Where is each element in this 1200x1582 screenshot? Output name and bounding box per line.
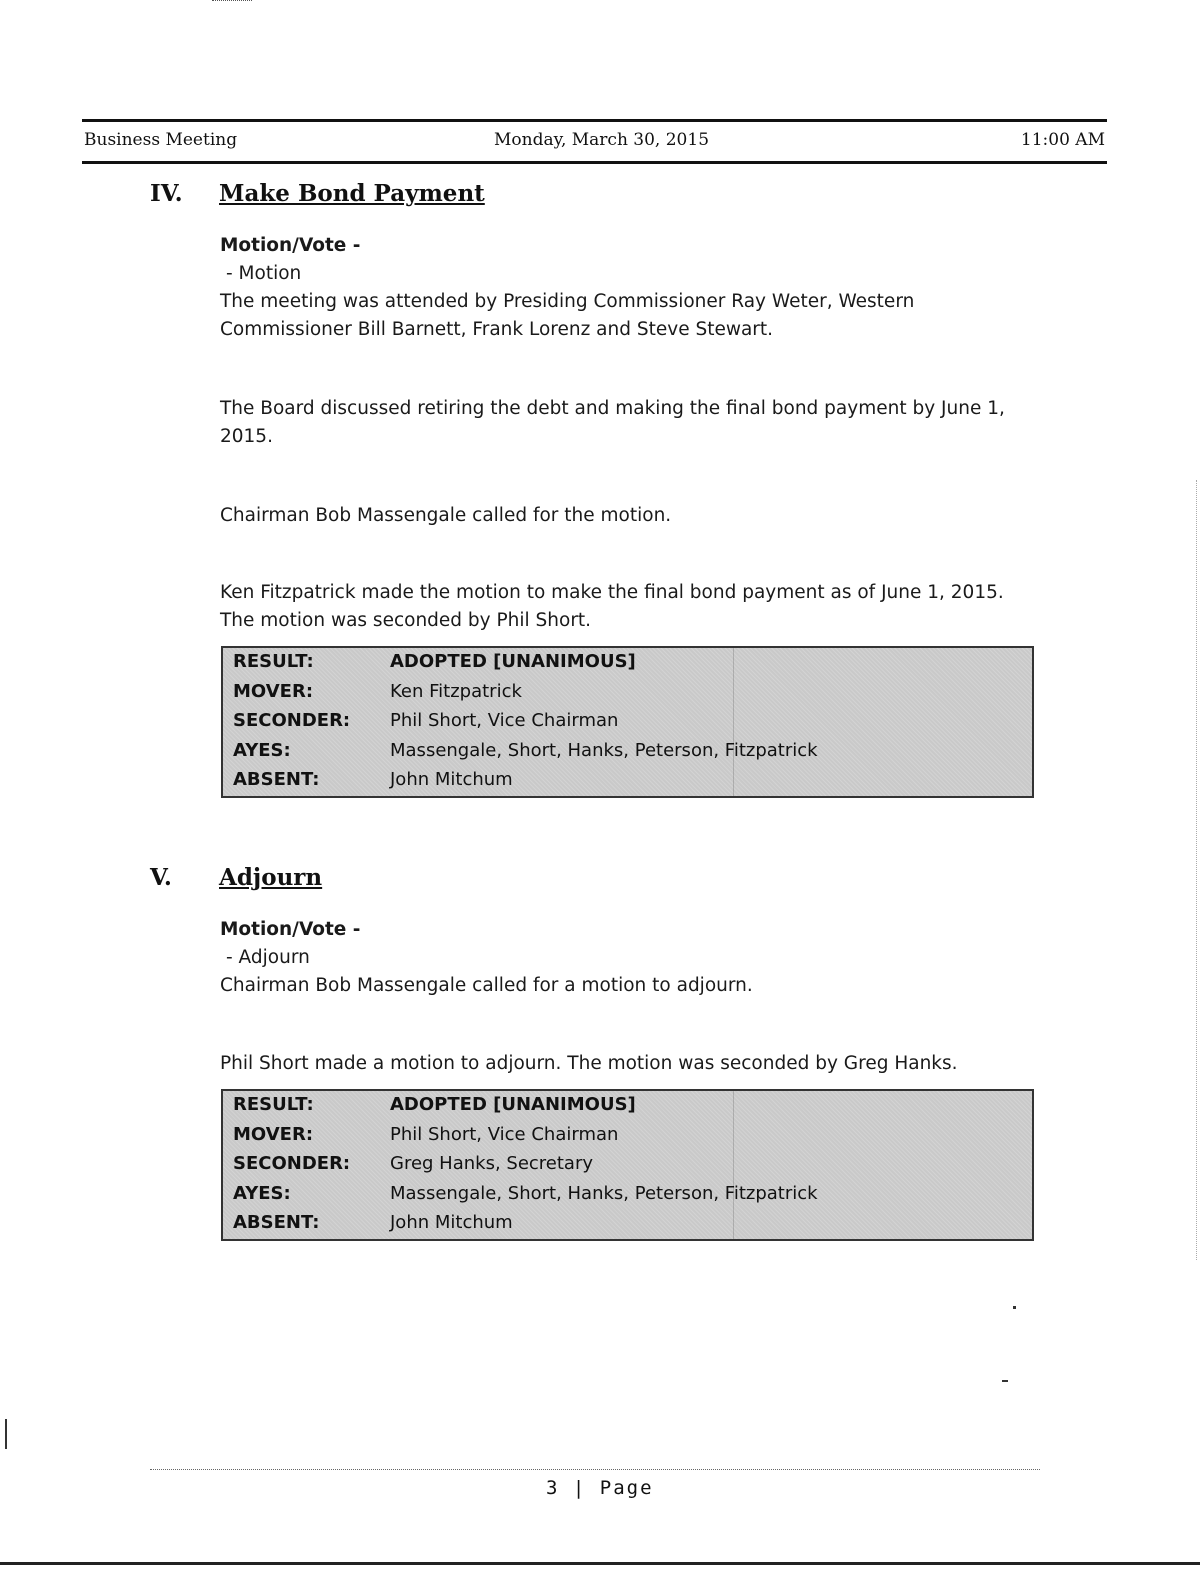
section-number: IV.: [150, 180, 183, 207]
vote-label: RESULT:: [233, 1094, 314, 1115]
scan-speck: [1002, 1380, 1008, 1382]
paragraph-line: The Board discussed retiring the debt and making the final bond payment by June 1,: [220, 398, 1005, 419]
header-rule-top: [82, 119, 1107, 122]
vote-label: SECONDER:: [233, 710, 351, 731]
vote-row-seconder: [223, 707, 1032, 737]
vote-label: ABSENT:: [233, 769, 320, 790]
vote-value: Greg Hanks, Secretary: [390, 1153, 594, 1174]
margin-mark: [5, 1419, 7, 1449]
paragraph-line: The motion was seconded by Phil Short.: [220, 610, 592, 631]
vote-result-table: [221, 1089, 1034, 1241]
vote-value: ADOPTED [UNANIMOUS]: [390, 1094, 636, 1115]
section-title: Adjourn: [219, 864, 323, 891]
vote-row-seconder: [223, 1150, 1032, 1180]
vote-value: John Mitchum: [390, 1212, 513, 1233]
vote-row-absent: [223, 1209, 1032, 1239]
vote-value: Ken Fitzpatrick: [390, 680, 522, 702]
vote-label: MOVER:: [233, 680, 314, 702]
vote-label: AYES:: [233, 1182, 291, 1204]
vote-value: Phil Short, Vice Chairman: [390, 710, 619, 731]
paragraph-line: Chairman Bob Massengale called for the motion.: [220, 505, 672, 526]
header-time: 11:00 AM: [1020, 130, 1105, 150]
vote-value: Phil Short, Vice Chairman: [390, 1123, 619, 1145]
section-title: Make Bond Payment: [219, 180, 485, 207]
paragraph-line: Phil Short made a motion to adjourn. The motion was seconded by Greg Hanks.: [220, 1053, 958, 1074]
vote-value: ADOPTED [UNANIMOUS]: [390, 651, 636, 672]
footer-rule: [150, 1469, 1040, 1470]
vote-label: RESULT:: [233, 651, 314, 672]
paragraph-line: Commissioner Bill Barnett, Frank Lorenz and Steve Stewart.: [220, 319, 774, 340]
vote-label: SECONDER:: [233, 1153, 351, 1174]
paragraph-line: 2015.: [220, 426, 273, 447]
vote-label: ABSENT:: [233, 1212, 320, 1233]
scan-edge: [1196, 480, 1200, 1260]
scan-speck: [1013, 1306, 1016, 1309]
paragraph-line: The meeting was attended by Presiding Commissioner Ray Weter, Western: [220, 291, 915, 312]
vote-row-mover: [223, 1121, 1032, 1151]
header-date: Monday, March 30, 2015: [494, 130, 710, 150]
scan-artifact: [212, 0, 252, 3]
paragraph-line: Ken Fitzpatrick made the motion to make the final bond payment as of June 1, 2015.: [220, 582, 1004, 603]
vote-row-ayes: [223, 737, 1032, 767]
motion-vote-label: Motion/Vote -: [220, 235, 361, 256]
vote-label: AYES:: [233, 739, 291, 761]
motion-vote-label: Motion/Vote -: [220, 919, 361, 940]
vote-result-table: [221, 646, 1034, 798]
vote-label: MOVER:: [233, 1123, 314, 1145]
vote-value: Massengale, Short, Hanks, Peterson, Fitzpatrick: [390, 739, 818, 761]
header-rule-bottom: [82, 161, 1107, 164]
vote-row-mover: [223, 678, 1032, 708]
header-meeting-type: Business Meeting: [84, 130, 238, 150]
vote-row-result: [223, 1091, 1032, 1121]
vote-value: Massengale, Short, Hanks, Peterson, Fitzpatrick: [390, 1182, 818, 1204]
bottom-rule: [0, 1562, 1200, 1565]
vote-row-ayes: [223, 1180, 1032, 1210]
section-number: V.: [150, 864, 172, 891]
vote-row-absent: [223, 766, 1032, 796]
paragraph-line: Chairman Bob Massengale called for a motion to adjourn.: [220, 975, 753, 996]
vote-row-result: [223, 648, 1032, 678]
motion-item: - Motion: [226, 263, 302, 284]
vote-value: John Mitchum: [390, 769, 513, 790]
page-number: 3 | Page: [546, 1477, 654, 1499]
motion-item: - Adjourn: [226, 947, 310, 968]
